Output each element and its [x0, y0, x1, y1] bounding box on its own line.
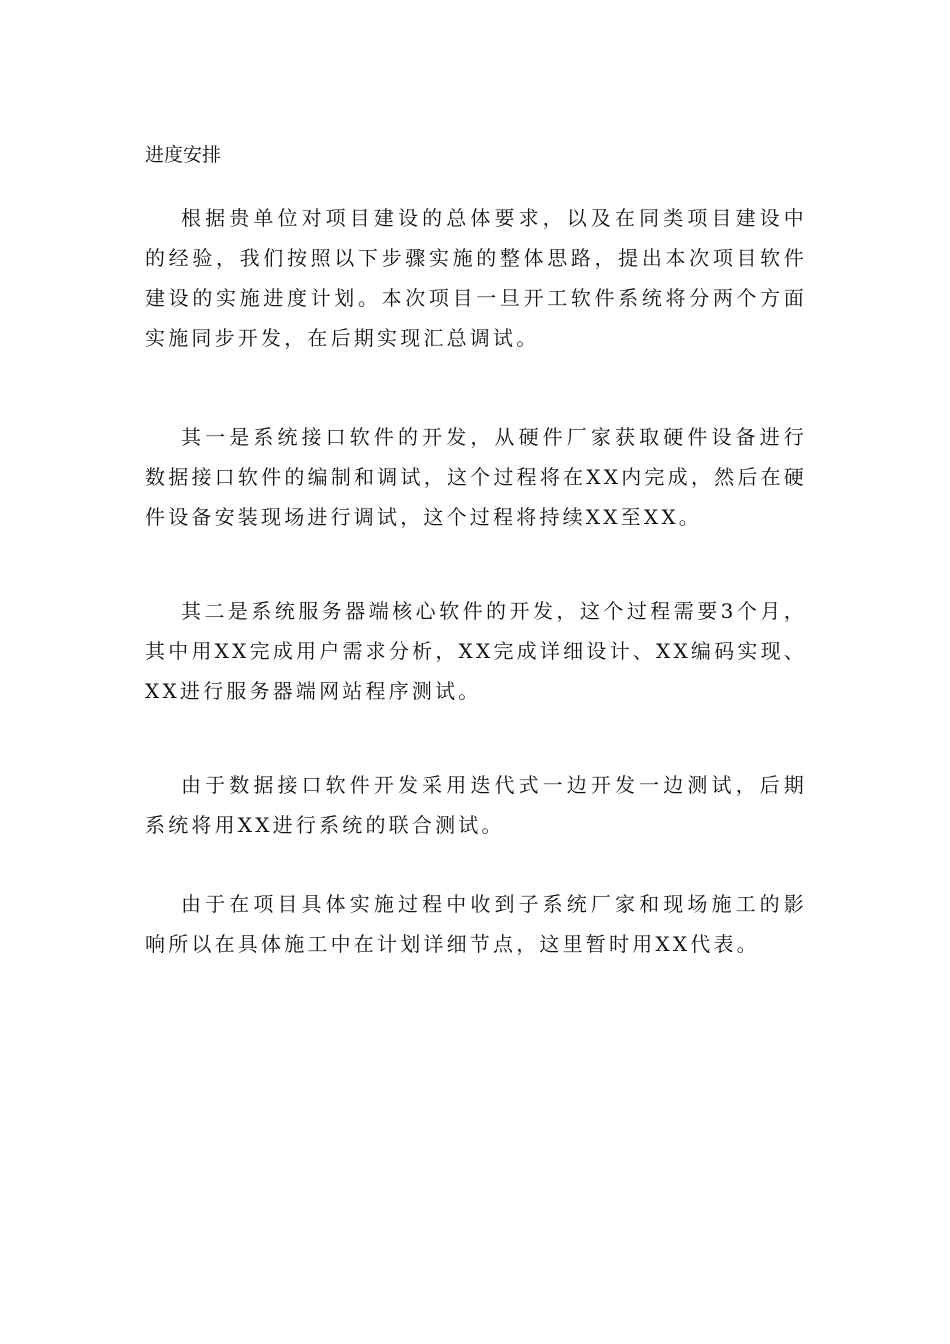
section-heading: 进度安排: [145, 144, 222, 166]
paragraph-overview: 根据贵单位对项目建设的总体要求，以及在同类项目建设中的经验，我们按照以下步骤实施的整体思路，提出本次项目软件建设的实施进度计划。本次项目一旦开工软件系统将分两个方面实施同步开发，在后期实现汇总调试。: [145, 206, 807, 350]
paragraph-joint-testing: 由于数据接口软件开发采用迭代式一边开发一边测试，后期系统将用XX进行系统的联合测试。: [145, 773, 807, 837]
paragraph-server-software: 其二是系统服务器端核心软件的开发，这个过程需要3个月，其中用XX完成用户需求分析，XX完成详细设计、XX编码实现、XX进行服务器端网站程序测试。: [145, 599, 807, 703]
paragraph-interface-software: 其一是系统接口软件的开发，从硬件厂家获取硬件设备进行数据接口软件的编制和调试，这个过程将在XX内完成，然后在硬件设备安装现场进行调试，这个过程将持续XX至XX。: [145, 425, 807, 529]
paragraph-schedule-note: 由于在项目具体实施过程中收到子系统厂家和现场施工的影响所以在具体施工中在计划详细节点，这里暂时用XX代表。: [145, 892, 807, 956]
